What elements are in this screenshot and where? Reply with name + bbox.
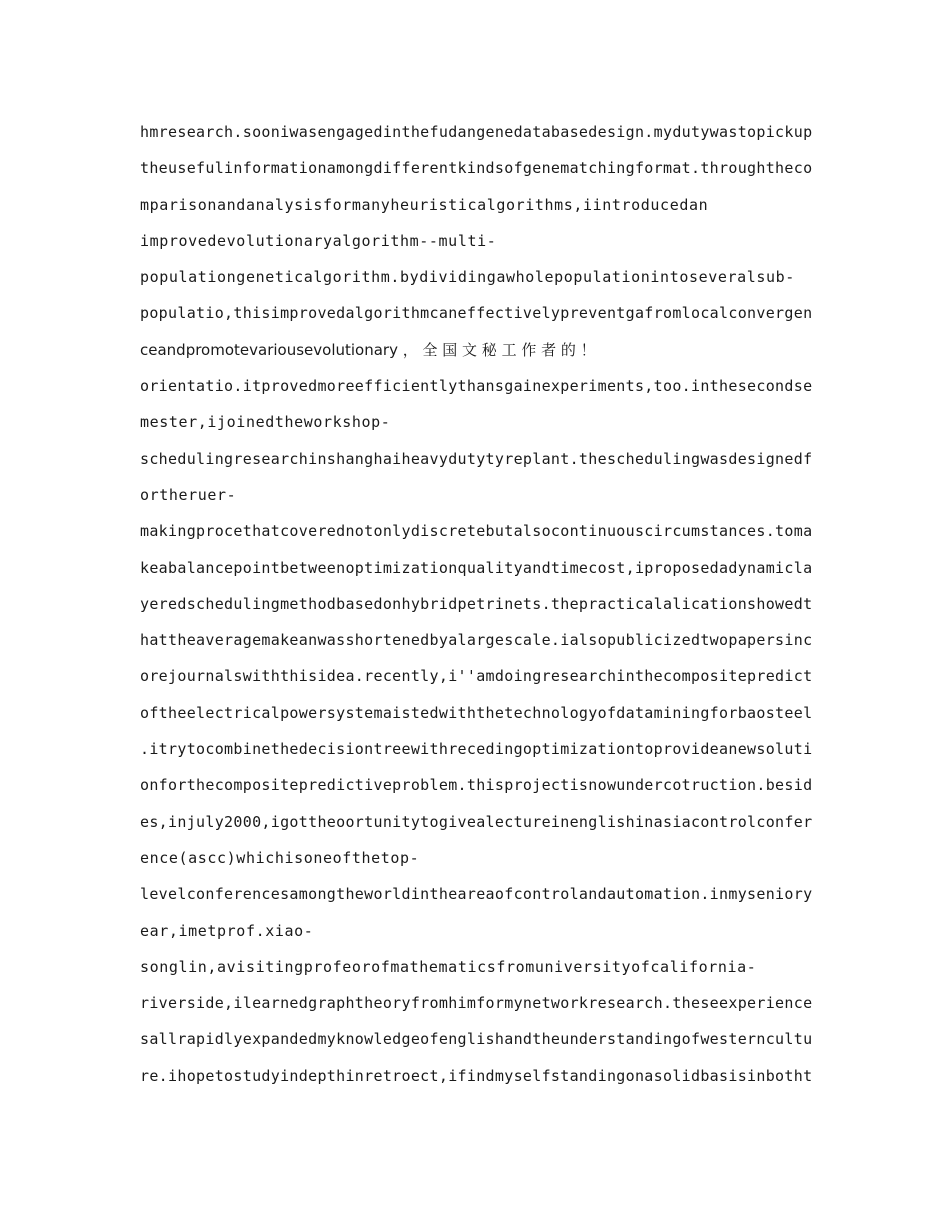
text-line: ence(ascc)whichisoneofthetop- <box>140 848 420 867</box>
text-line: makingprocethatcoverednotonlydiscretebutalsocontinuouscircumstances.toma <box>140 522 813 541</box>
text-line: levelconferencesamongtheworldintheareaofcontrolandautomation.inmyseniory <box>140 885 813 904</box>
text-line: orientatio.itprovedmoreefficientlythansgainexperiments,too.inthesecondse <box>140 377 813 396</box>
text-line: mparisonandanalysisformanyheuristicalgorithms,iintroducedan <box>140 195 709 214</box>
text-line: ear,imetprof.xiao- <box>140 921 314 940</box>
text-line <box>140 332 812 368</box>
text-line: ortheruer- <box>140 485 237 504</box>
text-line: orejournalswiththisidea.recently,i''amdoingresearchinthecompositepredict <box>140 667 813 686</box>
text-line: .itrytocombinethedecisiontreewithrecedingoptimizationtoprovideanewsoluti <box>140 740 813 759</box>
text-line: re.ihopetostudyindepthinretroect,ifindmyselfstandingonasolidbasisinbotht <box>140 1066 813 1085</box>
text-line: keabalancepointbetweenoptimizationqualityandtimecost,iproposedadynamicla <box>140 558 813 577</box>
text-line: theusefulinformationamongdifferentkindsofgenematchingformat.throughtheco <box>140 159 813 178</box>
text-line: hattheaveragemakeanwasshortenedbyalargescale.ialsopublicizedtwopapersinc <box>140 631 813 650</box>
text-line: populationgeneticalgorithm.bydividingawholepopulationintoseveralsub- <box>140 268 795 287</box>
document-page <box>140 114 812 1094</box>
text-line: populatio,thisimprovedalgorithmcaneffectivelypreventgafromlocalconvergen <box>140 304 813 323</box>
text-line: improvedevolutionaryalgorithm--multi- <box>140 231 497 250</box>
text-line: es,injuly2000,igottheoortunitytogivealectureinenglishinasiacontrolconfer <box>140 812 813 831</box>
text-line: songlin,avisitingprofeorofmathematicsfromuniversityofcalifornia- <box>140 957 757 976</box>
text-line: mester,ijoinedtheworkshop- <box>140 413 391 432</box>
text-line: riverside,ilearnedgraphtheoryfromhimformynetworkresearch.theseexperience <box>140 994 813 1013</box>
text-line: hmresearch.sooniwasengagedinthefudangenedatabasedesign.mydutywastopickup <box>140 123 813 141</box>
text-line: yeredschedulingmethodbasedonhybridpetrinets.thepracticalalicationshowedt <box>140 594 813 613</box>
text-line: onforthecompositepredictiveproblem.thisprojectisnowundercotruction.besid <box>140 776 813 795</box>
text-line: oftheelectricalpowersystemaistedwiththetechnologyofdataminingforbaosteel <box>140 703 813 722</box>
mixed-language-line: ceandpromotevariousevolutionary ， 全 国 文 秘 工 作 者 的 ！ <box>140 340 596 359</box>
text-line: schedulingresearchinshanghaiheavydutytyreplant.theschedulingwasdesignedf <box>140 449 813 468</box>
text-line: sallrapidlyexpandedmyknowledgeofenglishandtheunderstandingofwesterncultu <box>140 1030 813 1049</box>
